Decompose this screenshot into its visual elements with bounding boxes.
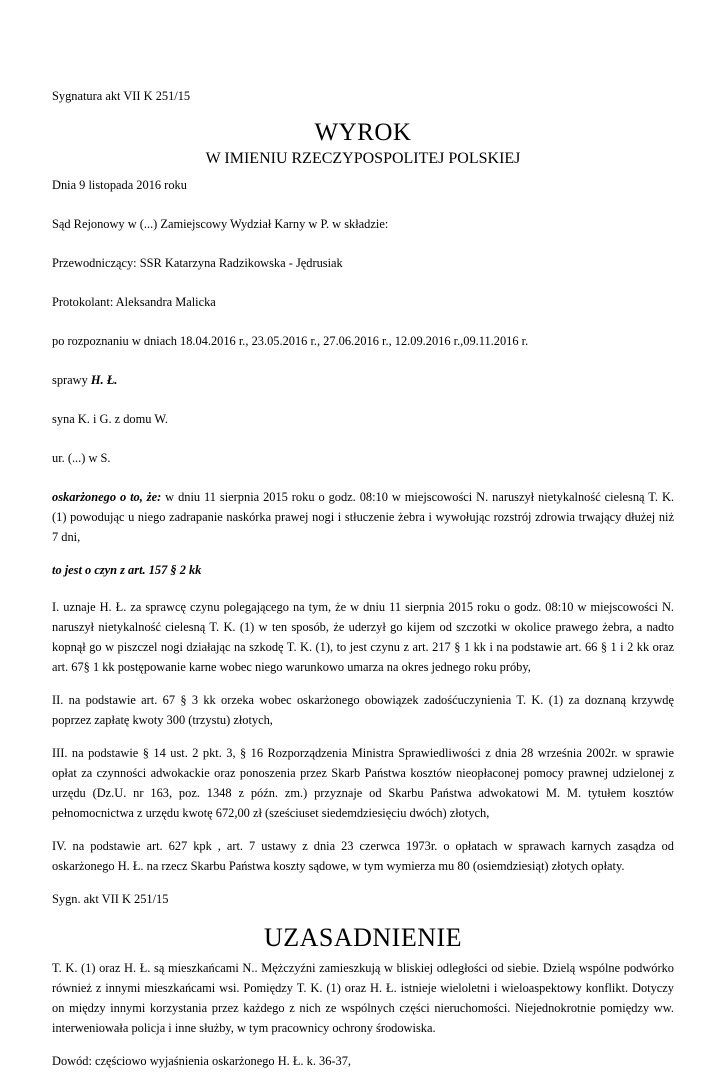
parentage-line: syna K. i G. z domu W. [52,412,168,426]
accusation-paragraph [52,487,674,547]
court-line: Sąd Rejonowy w (...) Zamiejscowy Wydział Karny w P. w składzie: [52,217,389,231]
verdict-subtitle: W IMIENIU RZECZYPOSPOLITEJ POLSKIEJ [205,150,521,167]
evidence-line: Dowód: częściowo wyjaśnienia oskarżonego H. Ł. k. 36-37, [52,1054,352,1068]
verdict-point-1: I. uznaje H. Ł. za sprawcę czynu polegającego na tym, że w dniu 11 sierpnia 2015 roku o godz. 08:10 w miejscowości N. naruszył nietykalność cielesną T. K. (1) w ten sposób, że uderzył go kijem od szczotki w okolice prawego żebra, a nadto kopnął go w piszczel nogi działając na szkodę T. K. (1), to jest czynu z art. 217 § 1 kk i na podstawie art. 66 § 1 i 2 kk oraz art. 67§ 1 kk postępowanie karne wobec niego warunkowo umarza na okres jednego roku próby, [52,600,674,674]
birth-line: ur. (...) w S. [52,451,111,465]
verdict-point-3: III. na podstawie § 14 ust. 2 pkt. 3, § 16 Rozporządzenia Ministra Sprawiedliwości z dnia 28 września 2002r. w sprawie opłat za czynności adwokackie oraz ponoszenia przez Skarb Państwa kosztów nieopłaconej pomocy prawnej udzielonej z urzędu (Dz.U. nr 163, poz. 1348 z późn. zm.) przyznaje od Skarbu Państwa adwokatowi M. M. tytułem kosztów pełnomocnictwa z urzędu kwotę 672,00 zł (sześciuset siedemdziesięciu dwóch) złotych, [52,746,674,820]
charge-line: to jest o czyn z art. 157 § 2 kk [52,563,202,577]
signature-bottom: Sygn. akt VII K 251/15 [52,892,169,906]
accusation-lead: oskarżonego o to, że: [52,490,162,504]
defendant-name: H. Ł. [90,373,118,387]
justification-title: UZASADNIENIE [263,923,463,952]
hearing-dates-line: po rozpoznaniu w dniach 18.04.2016 r., 23.05.2016 r., 27.06.2016 r., 12.09.2016 r.,09.11.2016 r. [52,334,529,348]
signature-top: Sygnatura akt VII K 251/15 [52,89,191,103]
accusation-text: w dniu 11 sierpnia 2015 roku o godz. 08:10 w miejscowości N. naruszył nietykalność cielesną T. K. (1) powodując u niego zadrapanie naskórka prawej nogi i stłuczenie żebra i wywołując rozstrój zdrowia trwający dłużej niż 7 dni, [52,490,674,544]
case-line [52,370,674,390]
date-line: Dnia 9 listopada 2016 roku [52,178,187,192]
verdict-point-2: II. na podstawie art. 67 § 3 kk orzeka wobec oskarżonego obowiązek zadośćuczynienia T. K. (1) za doznaną krzywdę poprzez zapłatę kwoty 300 (trzystu) złotych, [52,693,674,727]
clerk-line: Protokolant: Aleksandra Malicka [52,295,216,309]
presiding-judge-line: Przewodniczący: SSR Katarzyna Radzikowska - Jędrusiak [52,256,343,270]
verdict-point-4: IV. na podstawie art. 627 kpk , art. 7 ustawy z dnia 23 czerwca 1973r. o opłatach w sprawach karnych zasądza od oskarżonego H. Ł. na rzecz Skarbu Państwa koszty sądowe, w tym wymierza mu 80 (osiemdziesiąt) złotych opłaty. [52,839,674,873]
case-prefix: sprawy [52,373,91,387]
document-page [52,86,674,1084]
justification-paragraph: T. K. (1) oraz H. Ł. są mieszkańcami N.. Mężczyźni zamieszkują w bliskiej odległości od siebie. Dzielą wspólne podwórko również z innymi mieszkańcami wsi. Pomiędzy T. K. (1) oraz H. Ł. istnieje wieloletni i wieloaspektowy konflikt. Dotyczy on między innymi korzystania przez każdego z nich ze wspólnych części nieruchomości. Niejednokrotnie pomiędzy ww. interweniowała policja i inne służby, w tym pracownicy ochrony środowiska. [52,961,674,1035]
verdict-title: WYROK [314,119,412,146]
